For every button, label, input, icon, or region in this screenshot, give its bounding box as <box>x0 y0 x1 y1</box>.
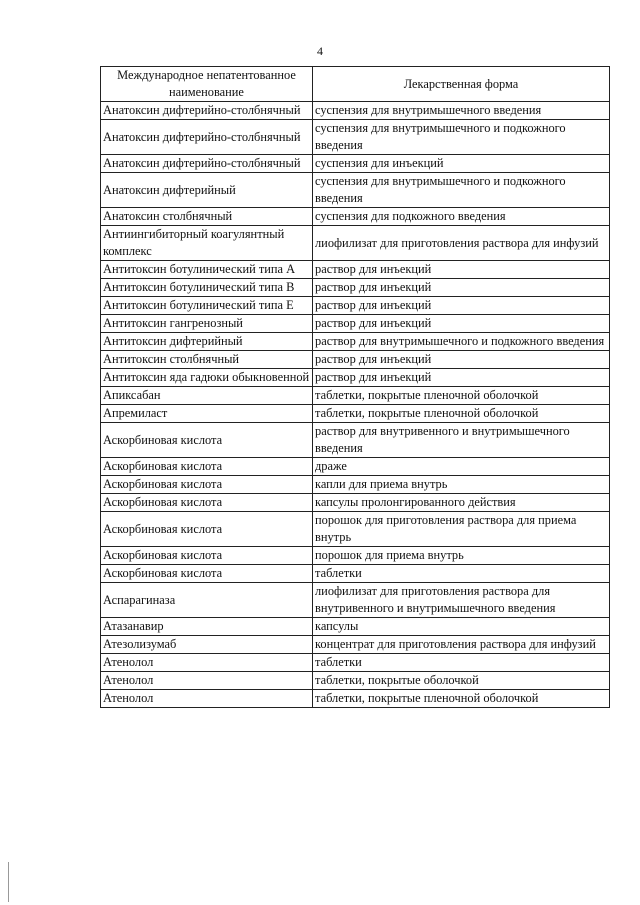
dosage-form-cell: суспензия для внутримышечного и подкожного введения <box>313 173 610 208</box>
drug-name-cell: Аскорбиновая кислота <box>101 476 313 494</box>
dosage-form-cell: таблетки <box>313 565 610 583</box>
table-row <box>101 279 610 297</box>
table-row <box>101 476 610 494</box>
drug-name-cell: Аскорбиновая кислота <box>101 565 313 583</box>
drug-name-cell: Атазанавир <box>101 618 313 636</box>
dosage-form-cell: суспензия для внутримышечного и подкожного введения <box>313 120 610 155</box>
drug-name-cell: Атезолизумаб <box>101 636 313 654</box>
dosage-form-cell: капсулы пролонгированного действия <box>313 494 610 512</box>
table-row <box>101 583 610 618</box>
drug-name-cell: Анатоксин столбнячный <box>101 208 313 226</box>
dosage-form-cell: порошок для приема внутрь <box>313 547 610 565</box>
table-body <box>101 102 610 708</box>
drug-name-cell: Апремиласт <box>101 405 313 423</box>
drug-name-cell: Антитоксин ботулинический типа Е <box>101 297 313 315</box>
drug-name-cell: Анатоксин дифтерийно-столбнячный <box>101 102 313 120</box>
dosage-form-cell: раствор для внутримышечного и подкожного введения <box>313 333 610 351</box>
table-row <box>101 458 610 476</box>
drug-table <box>100 66 610 708</box>
header-form: Лекарственная форма <box>313 67 610 102</box>
dosage-form-cell: раствор для инъекций <box>313 297 610 315</box>
table-row <box>101 494 610 512</box>
dosage-form-cell: лиофилизат для приготовления раствора для инфузий <box>313 226 610 261</box>
dosage-form-cell: капсулы <box>313 618 610 636</box>
dosage-form-cell: таблетки, покрытые пленочной оболочкой <box>313 690 610 708</box>
dosage-form-cell: раствор для инъекций <box>313 261 610 279</box>
drug-name-cell: Анатоксин дифтерийно-столбнячный <box>101 120 313 155</box>
drug-name-cell: Анатоксин дифтерийно-столбнячный <box>101 155 313 173</box>
dosage-form-cell: таблетки, покрытые оболочкой <box>313 672 610 690</box>
drug-name-cell: Антитоксин гангренозный <box>101 315 313 333</box>
table-row <box>101 155 610 173</box>
drug-name-cell: Анатоксин дифтерийный <box>101 173 313 208</box>
table-row <box>101 512 610 547</box>
dosage-form-cell: раствор для инъекций <box>313 351 610 369</box>
drug-name-cell: Аскорбиновая кислота <box>101 458 313 476</box>
dosage-form-cell: раствор для инъекций <box>313 369 610 387</box>
table-row <box>101 226 610 261</box>
dosage-form-cell: лиофилизат для приготовления раствора для внутривенного и внутримышечного введения <box>313 583 610 618</box>
header-name: Международное непатентованное наименование <box>101 67 313 102</box>
table-row <box>101 387 610 405</box>
table-row <box>101 261 610 279</box>
table-row <box>101 636 610 654</box>
table-row <box>101 618 610 636</box>
drug-name-cell: Антитоксин дифтерийный <box>101 333 313 351</box>
table-row <box>101 405 610 423</box>
drug-name-cell: Атенолол <box>101 672 313 690</box>
table-row <box>101 654 610 672</box>
drug-name-cell: Аскорбиновая кислота <box>101 423 313 458</box>
dosage-form-cell: суспензия для инъекций <box>313 155 610 173</box>
table-row <box>101 369 610 387</box>
dosage-form-cell: раствор для внутривенного и внутримышечного введения <box>313 423 610 458</box>
table-row <box>101 351 610 369</box>
table-row <box>101 690 610 708</box>
page-number: 4 <box>317 44 323 58</box>
table-row <box>101 208 610 226</box>
drug-name-cell: Аскорбиновая кислота <box>101 512 313 547</box>
drug-name-cell: Антитоксин столбнячный <box>101 351 313 369</box>
dosage-form-cell: драже <box>313 458 610 476</box>
drug-name-cell: Апиксабан <box>101 387 313 405</box>
table-row <box>101 547 610 565</box>
scan-edge-line <box>8 862 9 902</box>
table-row <box>101 120 610 155</box>
table-row <box>101 672 610 690</box>
dosage-form-cell: порошок для приготовления раствора для приема внутрь <box>313 512 610 547</box>
dosage-form-cell: таблетки, покрытые пленочной оболочкой <box>313 405 610 423</box>
drug-name-cell: Антитоксин ботулинический типа А <box>101 261 313 279</box>
drug-name-cell: Аскорбиновая кислота <box>101 547 313 565</box>
table-row <box>101 333 610 351</box>
table-row <box>101 297 610 315</box>
dosage-form-cell: суспензия для внутримышечного введения <box>313 102 610 120</box>
drug-name-cell: Антитоксин ботулинический типа В <box>101 279 313 297</box>
drug-name-cell: Антиингибиторный коагулянтный комплекс <box>101 226 313 261</box>
table-row <box>101 173 610 208</box>
drug-name-cell: Антитоксин яда гадюки обыкновенной <box>101 369 313 387</box>
dosage-form-cell: раствор для инъекций <box>313 279 610 297</box>
dosage-form-cell: капли для приема внутрь <box>313 476 610 494</box>
dosage-form-cell: концентрат для приготовления раствора для инфузий <box>313 636 610 654</box>
drug-name-cell: Атенолол <box>101 654 313 672</box>
table-row <box>101 315 610 333</box>
table-row <box>101 102 610 120</box>
dosage-form-cell: таблетки <box>313 654 610 672</box>
drug-name-cell: Аскорбиновая кислота <box>101 494 313 512</box>
table-header-row <box>101 67 610 102</box>
table-row <box>101 565 610 583</box>
dosage-form-cell: суспензия для подкожного введения <box>313 208 610 226</box>
drug-name-cell: Атенолол <box>101 690 313 708</box>
drug-name-cell: Аспарагиназа <box>101 583 313 618</box>
table-row <box>101 423 610 458</box>
dosage-form-cell: таблетки, покрытые пленочной оболочкой <box>313 387 610 405</box>
dosage-form-cell: раствор для инъекций <box>313 315 610 333</box>
